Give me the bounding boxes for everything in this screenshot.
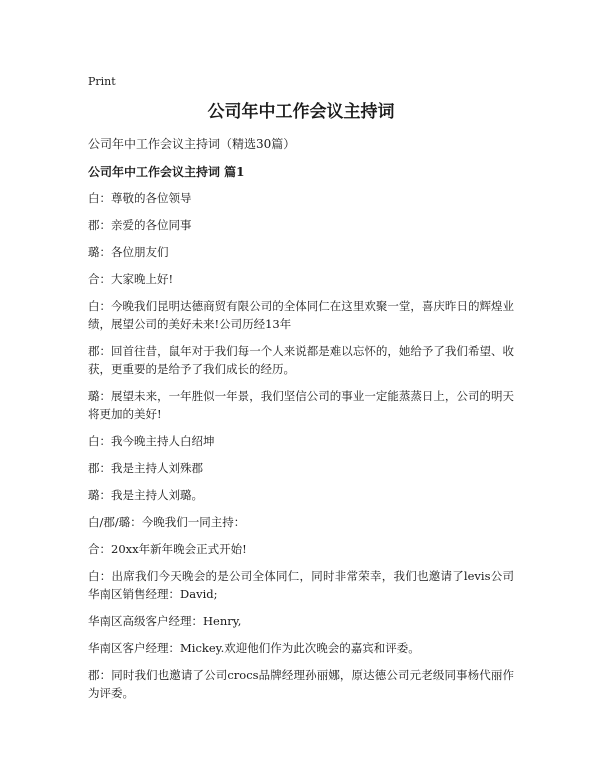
- paragraph: 白：出席我们今天晚会的是公司全体同仁，同时非常荣幸，我们也邀请了levis公司华南区销售经理：David;: [88, 569, 514, 601]
- paragraph: 璐：各位朋友们: [88, 245, 169, 259]
- paragraph: 合：20xx年新年晚会正式开始!: [88, 542, 247, 556]
- paragraph: 白：今晚我们昆明达德商贸有限公司的全体同仁在这里欢聚一堂，喜庆昨日的辉煌业绩，展望公司的美好未来!公司历经13年: [88, 299, 514, 331]
- section-heading: 公司年中工作会议主持词 篇1: [88, 165, 245, 179]
- paragraph: 白：我今晚主持人白绍坤: [88, 434, 215, 448]
- paragraph: 璐：我是主持人刘璐。: [88, 488, 203, 502]
- paragraph: 郡：回首往昔，鼠年对于我们每一个人来说都是难以忘怀的，她给予了我们希望、收获，更重要的是给予了我们成长的经历。: [88, 344, 514, 376]
- paragraph: 郡：我是主持人刘殊郡: [88, 461, 203, 475]
- paragraph: 郡：同时我们也邀请了公司crocs品牌经理孙丽娜，原达德公司元老级同事杨代丽作为评委。: [88, 668, 514, 700]
- paragraph: 璐：展望未来，一年胜似一年景，我们坚信公司的事业一定能蒸蒸日上，公司的明天将更加的美好!: [88, 389, 514, 421]
- paragraph: 白：尊敬的各位领导: [88, 191, 192, 205]
- paragraph: 合：大家晚上好!: [88, 272, 174, 286]
- print-link[interactable]: Print: [88, 75, 116, 88]
- paragraph: 华南区高级客户经理：Henry,: [88, 614, 242, 628]
- paragraph: 华南区客户经理：Mickey.欢迎他们作为此次晚会的嘉宾和评委。: [88, 641, 420, 655]
- paragraph: 郡：亲爱的各位同事: [88, 218, 192, 232]
- document-title: 公司年中工作会议主持词: [207, 102, 395, 122]
- paragraph: 白/郡/璐：今晚我们一同主持：: [88, 515, 246, 529]
- document-subtitle: 公司年中工作会议主持词（精选30篇）: [88, 137, 296, 151]
